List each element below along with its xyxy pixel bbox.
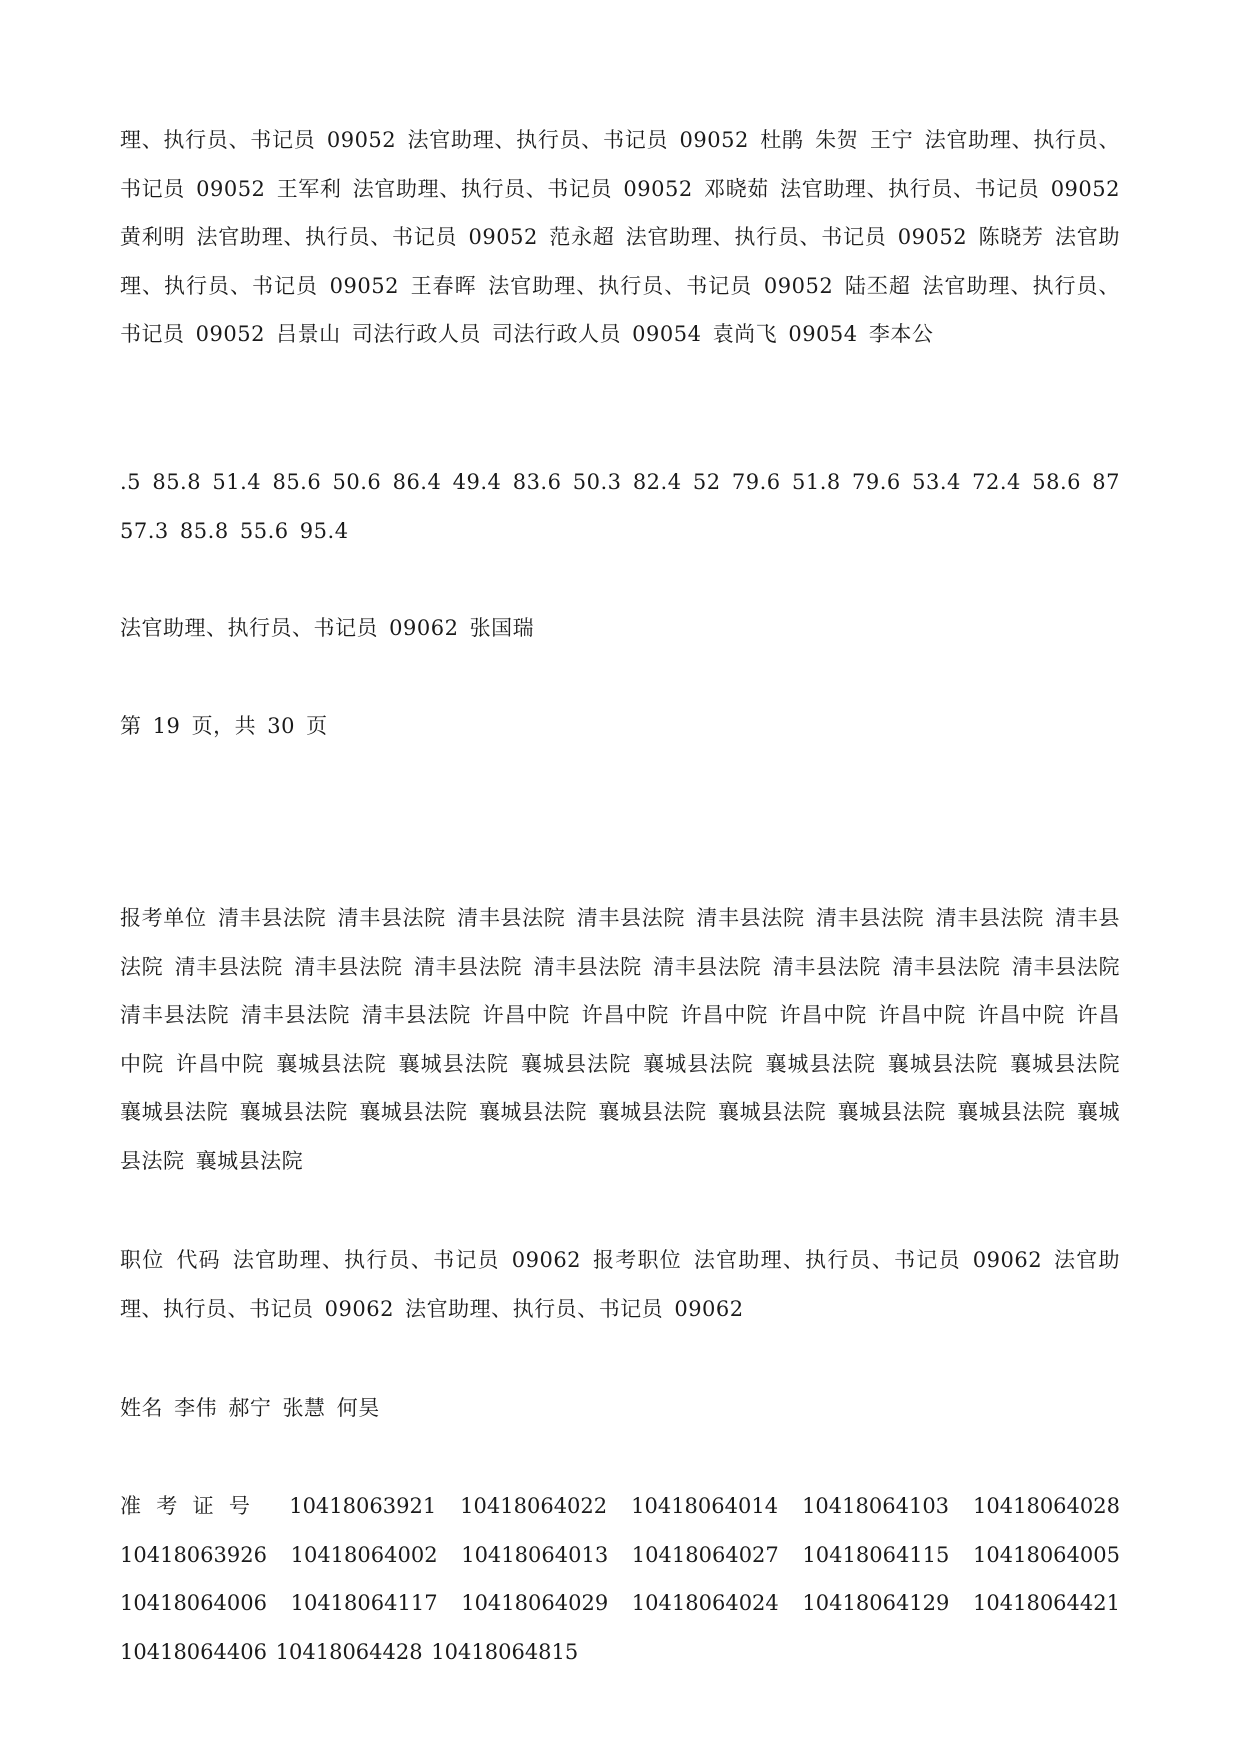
paragraph-admission-numbers: 准考证号 10418063921 10418064022 10418064014 10418064103 10418064028 10418063926 10418064002 10418064013 10418064027 10418064115 10418064005 10418064006 10418064117 10418064029 10418064024 10418064129 10418064421 10418064406 10418064428 10418064815 [120,1494,1120,1664]
paragraph-positions-list: 理、执行员、书记员 09052 法官助理、执行员、书记员 09052 杜鹃 朱贺 王宁 法官助理、执行员、书记员 09052 王军利 法官助理、执行员、书记员 09052 邓晓茹 法官助理、执行员、书记员 09052 黄利明 法官助理、执行员、书记员 09052 范永超 法官助理、执行员、书记员 09052 陈晓芳 法官助理、执行员、书记员 09052 王春晖 法官助理、执行员、书记员 09052 陆丕超 法官助理、执行员、书记员 09052 吕景山 司法行政人员 司法行政人员 09054 袁尚飞 09054 李本公 [120,128,1120,346]
paragraph-scores-list: .5 85.8 51.4 85.6 50.6 86.4 49.4 83.6 50.3 82.4 52 79.6 51.8 79.6 53.4 72.4 58.6 87 57.3 85.8 55.6 95.4 [120,470,1120,543]
paragraph-position-codes: 职位 代码 法官助理、执行员、书记员 09062 报考职位 法官助理、执行员、书记员 09062 法官助理、执行员、书记员 09062 法官助理、执行员、书记员 09062 [120,1248,1120,1321]
paragraph-names: 姓名 李伟 郝宁 张慧 何昊 [120,1396,380,1420]
page-number: 第 19 页，共 30 页 [120,714,328,738]
paragraph-applying-units: 报考单位 清丰县法院 清丰县法院 清丰县法院 清丰县法院 清丰县法院 清丰县法院 清丰县法院 清丰县法院 清丰县法院 清丰县法院 清丰县法院 清丰县法院 清丰县法院 清丰县法院 清丰县法院 清丰县法院 清丰县法院 清丰县法院 清丰县法院 许昌中院 许昌中院 许昌中院 许昌中院 许昌中院 许昌中院 许昌中院 许昌中院 襄城县法院 襄城县法院 襄城县法院 襄城县法院 襄城县法院 襄城县法院 襄城县法院 襄城县法院 襄城县法院 襄城县法院 襄城县法院 襄城县法院 襄城县法院 襄城县法院 襄城县法院 襄城县法院 襄城县法院 [120,906,1120,1173]
paragraph-position-entry: 法官助理、执行员、书记员 09062 张国瑞 [120,616,535,640]
